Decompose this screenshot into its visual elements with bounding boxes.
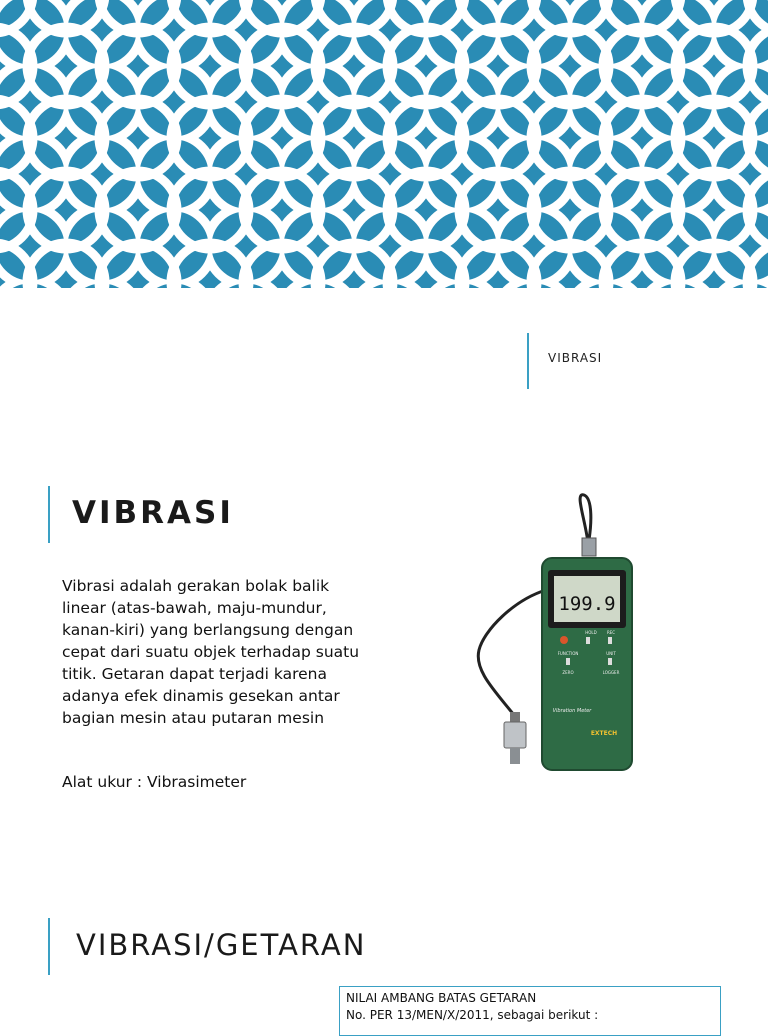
slide-subtitle: VIBRASI <box>548 351 603 365</box>
svg-text:UNIT: UNIT <box>606 651 616 656</box>
svg-text:ZERO: ZERO <box>562 670 574 675</box>
svg-text:HOLD: HOLD <box>585 630 597 635</box>
svg-text:FUNCTION: FUNCTION <box>557 651 579 656</box>
vibration-meter-image <box>474 490 644 775</box>
title-accent-bar <box>48 486 50 543</box>
title-accent-bar-2 <box>48 918 50 975</box>
slide-title-vibrasi: VIBRASI <box>72 495 234 531</box>
svg-text:LOGGER: LOGGER <box>602 670 620 675</box>
threshold-heading: NILAI AMBANG BATAS GETARAN <box>346 991 537 1005</box>
banner-pattern <box>0 0 768 288</box>
slide-title-vibrasi-getaran: VIBRASI/GETARAN <box>76 928 367 962</box>
measuring-tool-text: Alat ukur : Vibrasimeter <box>62 773 247 791</box>
subtitle-accent-bar <box>527 333 529 389</box>
meter-label: Vibration Meter <box>552 708 592 714</box>
svg-text:REC: REC <box>606 630 616 635</box>
threshold-info-box <box>339 986 721 1036</box>
meter-brand: EXTECH <box>590 730 618 737</box>
meter-display-value: 199.9 <box>558 593 616 615</box>
definition-paragraph: Vibrasi adalah gerakan bolak balik linear (atas-bawah, maju-mundur, kanan-kiri) yang berlangsung dengan cepat dari suatu objek terhadap suatu titik. Getaran dapat terjadi karena adanya efek dinamis gesekan antar bagian mesin atau putaran mesin <box>62 577 360 727</box>
regulation-line: No. PER 13/MEN/X/2011, sebagai berikut : <box>346 1008 599 1022</box>
